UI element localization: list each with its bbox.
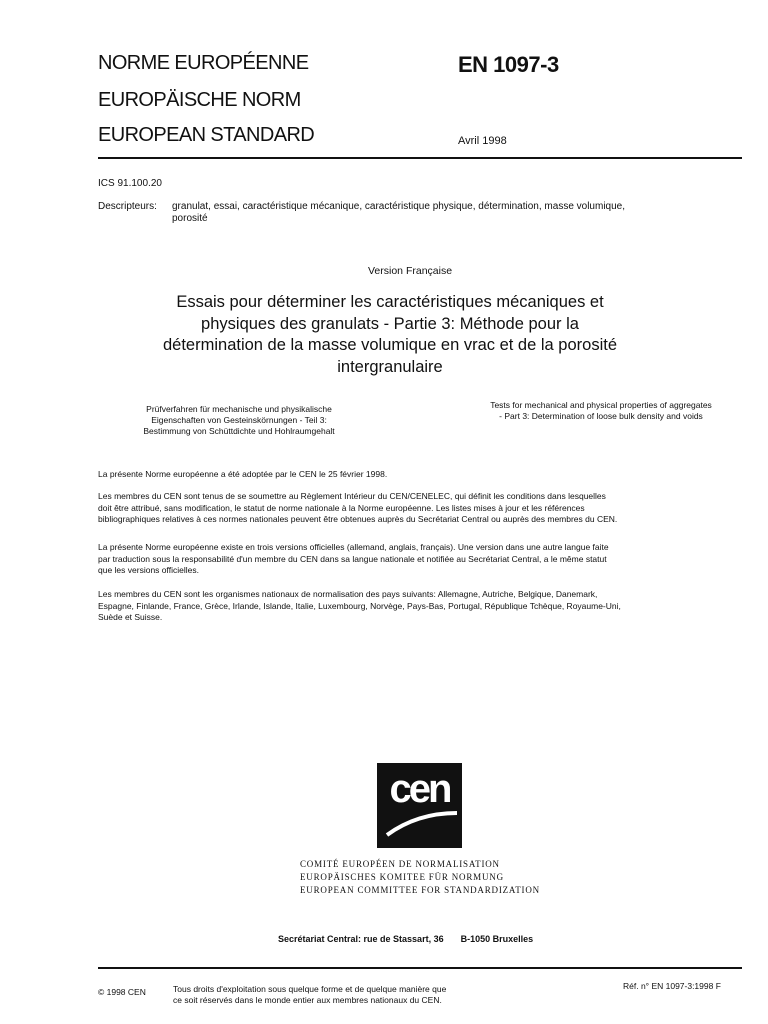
secretariat-street: Secrétariat Central: rue de Stassart, 36	[278, 934, 444, 944]
header-title-fr: NORME EUROPÉENNE	[98, 52, 309, 74]
member-countries-paragraph	[98, 589, 744, 624]
cen-logo-swoosh-icon	[377, 763, 462, 848]
committee-name-de: EUROPÄISCHES KOMITEE FÜR NORMUNG	[300, 872, 504, 882]
title-line: physiques des granulats - Partie 3: Méthode pour la	[201, 314, 579, 333]
rights-line: Tous droits d'exploitation sous quelque forme et de quelque manière que	[173, 984, 447, 994]
title-line: Essais pour déterminer les caractéristiques mécaniques et	[176, 293, 604, 311]
cen-logo-text: cen	[389, 767, 450, 811]
paragraph-line: par traduction sous la responsabilité d'un membre du CEN dans sa langue nationale et notifiée au Secrétariat Central, a le même statut	[98, 553, 607, 564]
descriptors-line-2: porosité	[172, 213, 208, 224]
adoption-paragraph: La présente Norme européenne a été adoptée par le CEN le 25 février 1998.	[98, 469, 388, 479]
title-german-line: Prüfverfahren für mechanische und physikalische	[146, 404, 332, 414]
members-obligation-paragraph	[98, 491, 744, 526]
paragraph-line: Les membres du CEN sont tenus de se soumettre au Règlement Intérieur du CEN/CENELEC, qui définit les conditions dans lesquelles	[98, 491, 606, 501]
committee-name-fr: COMITÉ EUROPÉEN DE NORMALISATION	[300, 859, 500, 869]
paragraph-line: Les membres du CEN sont les organismes nationaux de normalisation des pays suivants: Allemagne, Autriche, Belgique, Danemark,	[98, 589, 598, 599]
committee-name-en: EUROPEAN COMMITTEE FOR STANDARDIZATION	[300, 885, 540, 895]
paragraph-line: Suède et Suisse.	[98, 612, 163, 622]
paragraph-line: Espagne, Finlande, France, Grèce, Irlande, Islande, Italie, Luxembourg, Norvège, Pays-Bas, Portugal, République Tchèque, Royaume-Uni,	[98, 600, 621, 611]
header-title-de: EUROPÄISCHE NORM	[98, 89, 301, 111]
official-versions-paragraph	[98, 542, 744, 577]
copyright: © 1998 CEN	[98, 987, 146, 997]
secretariat-address	[278, 934, 533, 944]
document-title	[150, 292, 630, 378]
footer-rule	[98, 967, 742, 969]
title-english-line: - Part 3: Determination of loose bulk density and voids	[499, 411, 703, 421]
title-german-line: Eigenschaften von Gesteinskörnungen - Teil 3:	[151, 415, 327, 425]
descriptors-line-1: granulat, essai, caractéristique mécanique, caractéristique physique, détermination, masse volumique,	[172, 201, 626, 212]
standard-number: EN 1097-3	[458, 52, 559, 77]
title-line: intergranulaire	[337, 357, 443, 376]
paragraph-line: La présente Norme européenne existe en trois versions officielles (allemand, anglais, français). Une version dans une autre langue faite	[98, 542, 609, 552]
title-german-line: Bestimmung von Schüttdichte und Hohlraumgehalt	[143, 426, 335, 436]
version-label: Version Française	[368, 265, 453, 277]
descriptors-label: Descripteurs:	[98, 201, 157, 212]
rights-line: ce soit réservés dans le monde entier aux membres nationaux du CEN.	[173, 995, 442, 1005]
committee-names	[300, 858, 560, 897]
header-rule	[98, 157, 742, 159]
rights-notice	[173, 984, 533, 1006]
title-line: détermination de la masse volumique en vrac et de la porosité	[163, 336, 617, 354]
cen-logo	[377, 763, 462, 848]
secretariat-city: B-1050 Bruxelles	[460, 934, 534, 944]
title-english	[455, 400, 747, 422]
reference-number: Réf. n° EN 1097-3:1998 F	[623, 981, 721, 991]
paragraph-line: que les versions officielles.	[98, 565, 199, 575]
paragraph-line: bibliographiques relatives à ces normes nationales peuvent être obtenues auprès du Secrétariat Central ou auprès des membres du CEN.	[98, 514, 618, 524]
publication-date: Avril 1998	[458, 135, 507, 147]
paragraph-line: doit être attribué, sans modification, le statut de norme nationale à la Norme européenne. Les listes mises à jour et les références	[98, 502, 585, 513]
header-title-en: EUROPEAN STANDARD	[98, 124, 315, 146]
title-english-line: Tests for mechanical and physical properties of aggregates	[490, 400, 712, 410]
ics-code: ICS 91.100.20	[98, 178, 162, 189]
title-german	[108, 404, 370, 437]
